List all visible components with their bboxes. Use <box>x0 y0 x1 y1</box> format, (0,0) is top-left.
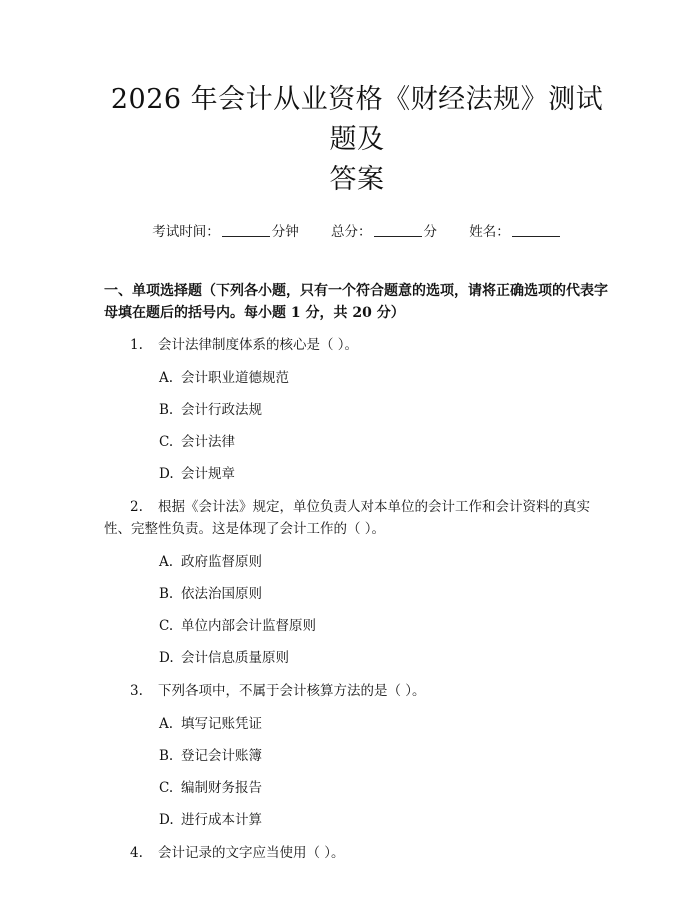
option-list <box>104 368 610 484</box>
answer-option <box>104 552 610 572</box>
question-item <box>104 334 610 356</box>
option-letter: A. <box>159 716 174 732</box>
student-name <box>469 224 562 240</box>
total-score <box>331 224 441 240</box>
question-item <box>104 496 610 540</box>
title-line-2: 答案 <box>329 164 385 195</box>
option-letter: D. <box>159 650 174 666</box>
option-letter: A. <box>159 370 174 386</box>
option-letter: C. <box>159 618 174 634</box>
answer-option <box>104 368 610 388</box>
answer-option <box>104 432 610 452</box>
option-letter: D. <box>159 466 174 482</box>
total-score-blank <box>374 223 422 237</box>
section-title: 一、单项选择题（下列各小题，只有一个符合题意的选项，请将正确选项的代表字母填在题后的括号内。每小题 1 分，共 20 分） <box>104 283 608 321</box>
question-text: 根据《会计法》规定，单位负责人对本单位的会计工作和会计资料的真实性、完整性负责。这是体现了会计工作的（ ）。 <box>104 499 590 537</box>
option-text: 依法治国原则 <box>181 586 262 602</box>
answer-option <box>104 714 610 734</box>
title-line-1: 2026 年会计从业资格《财经法规》测试题及 <box>110 84 604 155</box>
option-letter: D. <box>159 812 174 828</box>
option-letter: C. <box>159 434 174 450</box>
option-text: 单位内部会计监督原则 <box>181 618 316 634</box>
answer-option <box>104 464 610 484</box>
option-list <box>104 714 610 830</box>
question-list <box>104 334 610 864</box>
question-text: 下列各项中，不属于会计核算方法的是（ ）。 <box>158 683 426 699</box>
option-text: 填写记账凭证 <box>181 716 262 732</box>
option-text: 会计行政法规 <box>181 402 262 418</box>
option-text: 会计信息质量原则 <box>181 650 289 666</box>
question-item <box>104 680 610 702</box>
exam-time-unit: 分钟 <box>271 224 299 240</box>
option-text: 进行成本计算 <box>181 812 262 828</box>
total-score-unit: 分 <box>423 224 437 240</box>
answer-option <box>104 584 610 604</box>
option-text: 登记会计账簿 <box>181 748 262 764</box>
answer-option <box>104 778 610 798</box>
option-letter: B. <box>159 402 174 418</box>
answer-option <box>104 746 610 766</box>
option-text: 政府监督原则 <box>181 554 262 570</box>
option-text: 会计法律 <box>181 434 235 450</box>
student-name-label: 姓名： <box>469 224 510 240</box>
exam-time <box>152 224 303 240</box>
option-list <box>104 552 610 668</box>
total-score-label: 总分： <box>331 224 372 240</box>
option-letter: B. <box>159 748 174 764</box>
question-item <box>104 842 610 864</box>
question-number: 3. <box>130 683 143 699</box>
option-letter: C. <box>159 780 174 796</box>
option-text: 编制财务报告 <box>181 780 262 796</box>
question-number: 1. <box>130 337 143 353</box>
answer-option <box>104 810 610 830</box>
document-title <box>104 0 610 200</box>
answer-option <box>104 648 610 668</box>
exam-info <box>104 222 610 242</box>
question-number: 4. <box>130 845 143 861</box>
option-letter: B. <box>159 586 174 602</box>
option-letter: A. <box>159 554 174 570</box>
question-text: 会计记录的文字应当使用（ ）。 <box>158 845 345 861</box>
question-number: 2. <box>130 499 143 515</box>
exam-time-blank <box>222 223 270 237</box>
answer-option <box>104 400 610 420</box>
answer-option <box>104 616 610 636</box>
option-text: 会计规章 <box>181 466 235 482</box>
exam-time-label: 考试时间： <box>152 224 220 240</box>
question-text: 会计法律制度体系的核心是（ ）。 <box>158 337 359 353</box>
student-name-blank <box>512 223 560 237</box>
option-text: 会计职业道德规范 <box>181 370 289 386</box>
